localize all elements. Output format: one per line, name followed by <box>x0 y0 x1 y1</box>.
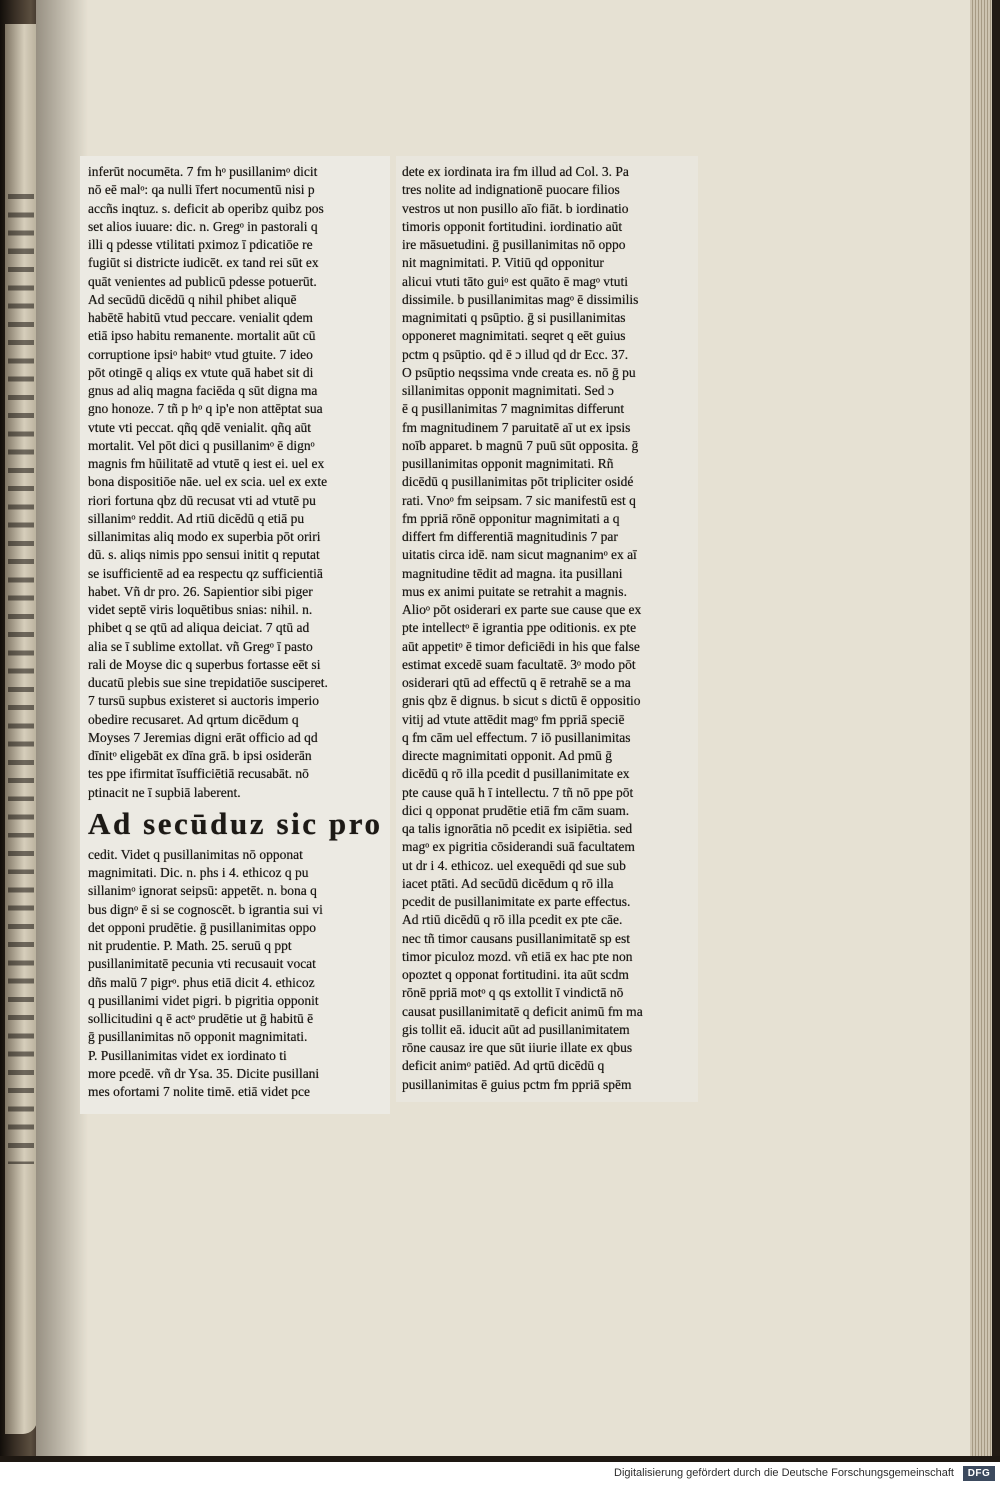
text-line: mus ex animi puitate se retrahit a magnis. <box>402 583 627 599</box>
text-line: aūt appetitᵒ ē timor deficiēdi in his que false <box>402 638 640 654</box>
text-line: fugiūt si districte iudicēt. ex tand rei sūt ex <box>88 255 319 271</box>
text-line: fm magnitudinem 7 paruitatē aī ut ex ipsis <box>402 419 631 435</box>
left-column-text-block-1 <box>88 163 380 802</box>
text-line: pōt otingē q aliqs ex vtute quā habet sit di <box>88 364 314 380</box>
text-line: pusillanimitas ē guius pctm fm ppriā spēm <box>402 1076 632 1092</box>
text-line: mes ofortami 7 nolite timē. etiā videt pce <box>88 1084 310 1099</box>
left-text-column <box>88 163 383 1101</box>
text-line: magᵒ ex pigritia cōsiderandi suā facultatem <box>402 839 635 855</box>
text-line: timoris opponit fortitudini. iordinatio aūt <box>402 218 623 234</box>
text-line: more pcedē. vñ dr Ysa. 35. Dicite pusillani <box>88 1065 320 1081</box>
text-line: etiā ipso habitu remanente. mortalit aūt cū <box>88 328 316 344</box>
text-line: phibet q se qtū ad aliqua deiciat. 7 qtū ad <box>88 620 310 636</box>
funding-credit: Digitalisierung gefördert durch die Deutsche Forschungsgemeinschaft <box>614 1467 954 1479</box>
text-line: nō eē malᵒ: qa nulli īfert nocumentū nisi p <box>88 182 315 198</box>
text-line: O psūptio neqssima vnde creata es. nō ḡ pu <box>402 364 636 380</box>
text-line: dici q opponat prudētie etiā fm cām suam. <box>402 802 630 818</box>
left-column-text-block-2 <box>88 846 380 1102</box>
text-line: ut dr i 4. ethicoz. uel exequēdi qd sue sub <box>402 857 626 873</box>
text-line: bona dispositiōe nāe. uel ex scia. uel ex exte <box>88 474 328 490</box>
text-line: tes ppe ifirmitat īsufficiētiā recusabāt. nō <box>88 766 309 782</box>
text-line: riori fortuna qbz dū recusat vti ad vtutē pu <box>88 492 316 508</box>
text-line: P. Pusillanimitas videt ex iordinato ti <box>88 1047 287 1063</box>
text-line: pcedit de pusillanimitate ex parte effectus. <box>402 894 631 909</box>
text-line: se isufficientē ad ea respectu qz sufficientiā <box>88 565 323 581</box>
text-line: corruptione ipsiᵒ habitᵒ vtud gtuite. 7 ideo <box>88 346 313 362</box>
text-line: gis tollit eā. iducit aūt ad pusillanimitatem <box>402 1021 630 1037</box>
text-line: q pusillanimi videt pigri. b pigritia opponit <box>88 992 319 1008</box>
text-line: dū. s. aliqs nimis ppo sensui initit q reputat <box>88 547 320 563</box>
facing-page-text-fragments <box>8 184 34 1164</box>
text-line: set alios iuuare: dic. n. Gregᵒ in pastorali q <box>88 218 318 234</box>
text-line: magnimitati. Dic. n. phs i 4. ethicoz q pu <box>88 865 309 880</box>
text-line: obedire recusaret. Ad qrtum dicēdum q <box>88 711 299 727</box>
text-line: alia se ī sublime extollat. vñ Gregᵒ ī pasto <box>88 638 313 654</box>
text-line: ē q pusillanimitas 7 magnimitas differunt <box>402 401 625 417</box>
page-stack-edge <box>970 0 992 1456</box>
text-line: sillanimitas aliq modo ex superbia pōt oriri <box>88 529 321 544</box>
text-line: pusillanimitatē pecunia vti recusauit vocat <box>88 956 316 972</box>
dfg-logo: DFG <box>963 1466 995 1481</box>
text-line: videt septē viris loquētibus snias: nihil. n. <box>88 602 313 617</box>
text-line: gnus ad aliq magna faciēda q sūt digna ma <box>88 383 318 398</box>
text-line: deficit animᵒ patiēd. Ad qrtū dicēdū q <box>402 1058 605 1074</box>
text-line: nit magnimitati. P. Vitiū qd opponitur <box>402 255 604 271</box>
text-line: dīnitᵒ eligebāt ex dīna grā. b ipsi osiderān <box>88 748 312 763</box>
text-line: ptinacit ne ī supbiā laberent. <box>88 784 241 800</box>
text-line: causat pusillanimitatē q deficit animū fm ma <box>402 1003 643 1019</box>
text-line: rōnē ppriā motᵒ q qs extollit ī vindictā nō <box>402 985 624 1001</box>
text-line: sillanimᵒ reddit. Ad rtiū dicēdū q etiā pu <box>88 510 305 526</box>
text-line: dñs malū 7 pigrᵒ. phus etiā dicit 4. ethicoz <box>88 974 315 990</box>
text-line: habet. Vñ dr pro. 26. Sapientior sibi piger <box>88 583 313 599</box>
text-line: Moyses 7 Jeremias digni erāt officio ad qd <box>88 729 318 745</box>
text-line: directe magnimitati opponit. Ad pmū ḡ <box>402 748 612 763</box>
section-heading: Ad secūduz sic pro <box>88 805 383 841</box>
text-line: pte cause quā h ī intellectu. 7 tñ nō ppe pōt <box>402 784 634 800</box>
text-line: magnis fm hūilitatē ad vtutē q iest ei. uel ex <box>88 456 325 471</box>
text-line: gno honoze. 7 tñ p hᵒ q ip'e non attēptat sua <box>88 401 323 417</box>
right-text-column <box>402 163 692 1094</box>
text-line: bus dignᵒ ē si se cognoscēt. b igrantia sui vi <box>88 901 323 917</box>
text-line: illi q pdesse vtilitati pximoz ī pdicatiōe re <box>88 237 313 252</box>
text-line: sillanimᵒ ignorat seipsū: appetēt. n. bona q <box>88 883 317 899</box>
text-line: rati. Vnoᵒ fm seipsam. 7 sic manifestū est q <box>402 492 636 508</box>
text-line: inferūt nocumēta. 7 fm hᵒ pusillanimᵒ dicit <box>88 164 318 179</box>
text-line: osiderari qtū ad effectū q ē retrahē se a ma <box>402 675 631 690</box>
text-line: habētē habitū vtud peccare. venialit qdem <box>88 310 313 325</box>
text-line: iacet ptāti. Ad secūdū dicēdum q rō illa <box>402 875 614 891</box>
text-line: ducatū plebis sue sine trepidatiōe susciperet. <box>88 675 328 690</box>
text-line: differt fm differentiā magnitudinis 7 par <box>402 529 618 544</box>
text-line: Alioᵒ pōt osiderari ex parte sue cause que ex <box>402 602 642 617</box>
text-line: ire māsuetudini. ḡ pusillanimitas nō oppo <box>402 237 626 252</box>
text-line: fm ppriā rōnē opponitur magnimitati a q <box>402 510 620 526</box>
text-line: cedit. Videt q pusillanimitas nō opponat <box>88 846 303 862</box>
text-line: alicui vtuti tāto guiᵒ est quāto ē magᵒ vtuti <box>402 273 628 289</box>
text-line: mortalit. Vel pōt dici q pusillanimᵒ ē dignᵒ <box>88 437 315 453</box>
text-line: estimat excedē suam facultatē. 3ᵒ modo pōt <box>402 656 636 672</box>
text-line: magnitudine tēdit ad magna. ita pusillani <box>402 565 623 581</box>
background-right <box>992 0 1000 1462</box>
text-line: nec tñ timor causans pusillanimitatē sp est <box>402 930 630 946</box>
text-line: pte intellectᵒ ē igrantia ppe oditionis. ex pte <box>402 620 637 636</box>
text-line: magnimitati q psūptio. ḡ si pusillanimitas <box>402 310 626 325</box>
text-line: dissimile. b pusillanimitas magᵒ ē dissimilis <box>402 291 639 307</box>
text-line: quāt venientes ad publicū pdesse potuerūt. <box>88 273 317 289</box>
text-line: opponeret magnimitati. seqret q eēt guius <box>402 328 626 344</box>
text-line: dicēdū q rō illa pcedit d pusillanimitate ex <box>402 766 630 782</box>
text-line: 7 tursū supbus existeret si auctoris imperio <box>88 693 319 709</box>
digitization-footer <box>0 1462 1000 1485</box>
text-line: rōne causaz ire que sūt iiurie illate ex qbus <box>402 1040 633 1055</box>
text-line: dete ex iordinata ira fm illud ad Col. 3. Pa <box>402 164 629 179</box>
text-line: pctm q psūptio. qd ē ɔ illud qd dr Ecc. 37. <box>402 346 629 362</box>
text-line: qa talis ignorātia nō pcedit ex isipiētia. sed <box>402 821 633 836</box>
text-line: vtute vti peccat. qñq qdē venialit. qñq aūt <box>88 419 312 435</box>
text-line: tres nolite ad indignationē puocare filios <box>402 182 620 198</box>
right-column-text-block <box>402 163 692 1094</box>
text-line: sillanimitas opponit magnimitati. Sed ɔ <box>402 383 614 398</box>
text-line: gnis qbz ē dignus. b sicut s dictū ē oppositio <box>402 693 641 709</box>
text-line: uitatis circa idē. nam sicut magnanimᵒ ex aī <box>402 547 637 563</box>
text-line: opoztet q opponat fortitudini. ita aūt scdm <box>402 967 629 982</box>
text-line: pusillanimitas opponit magnimitati. Rñ <box>402 456 614 471</box>
text-line: noīb apparet. b magnū 7 puū sūt opposita. ḡ <box>402 437 639 453</box>
text-line: ḡ pusillanimitas nō opponit magnimitati. <box>88 1029 308 1045</box>
text-line: vitij ad vtute attēdit magᵒ fm ppriā speciē <box>402 711 625 727</box>
text-line: accñs inqtuz. s. deficit ab operibz quibz pos <box>88 200 324 216</box>
text-line: vestros ut non pusillo aīo fiāt. b iordinatio <box>402 200 629 216</box>
text-line: nit prudentie. P. Math. 25. seruū q ppt <box>88 938 292 953</box>
text-line: Ad rtiū dicēdū q rō illa pcedit ex pte cāe. <box>402 912 623 928</box>
text-line: timor piculoz mozd. vñ etiā ex hac pte non <box>402 948 633 964</box>
facing-page-edge <box>5 24 37 1434</box>
text-line: Ad secūdū dicēdū q nihil phibet aliquē <box>88 291 297 307</box>
text-line: sollicitudini q ē actᵒ prudētie ut ḡ habitū ē <box>88 1011 314 1026</box>
text-line: q fm cām uel effectum. 7 iō pusillanimitas <box>402 729 631 745</box>
text-line: dicēdū q pusillanimitas pōt tripliciter osidé <box>402 474 634 490</box>
text-line: rali de Moyse dic q superbus fortasse eēt si <box>88 656 321 672</box>
text-line: det opponi prudētie. ḡ pusillanimitas oppo <box>88 919 316 935</box>
